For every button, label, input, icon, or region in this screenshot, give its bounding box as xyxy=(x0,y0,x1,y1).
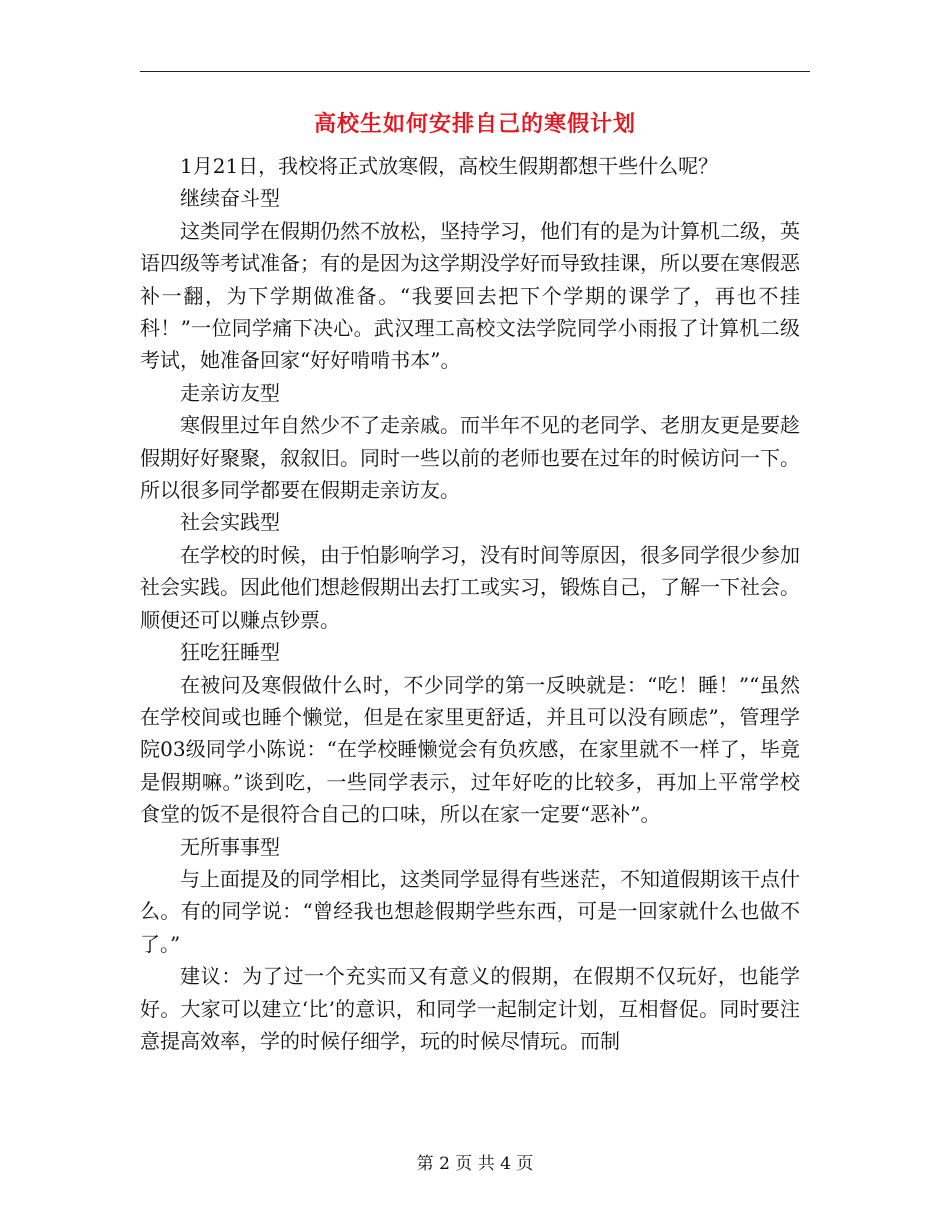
section-heading: 社会实践型 xyxy=(180,510,280,535)
paragraph: 这类同学在假期仍然不放松，坚持学习，他们有的是为计算机二级，英语四级等考试准备；有的是因为这学期没学好而导致挂课，所以要在寒假恶补一翻，为下学期做准备。“我要回去把下个学期的课学了，再也不挂科！”一位同学痛下决心。武汉理工高校文法学院同学小雨报了计算机二级考试，她准备回家“好好啃啃书本”。 xyxy=(140,218,800,373)
page-number: 第 2 页 共 4 页 xyxy=(416,1154,534,1174)
paragraph-advice: 建议：为了过一个充实而又有意义的假期，在假期不仅玩好，也能学好。大家可以建立‘比’的意识，和同学一起制定计划，互相督促。同时要注意提高效率，学的时候仔细学，玩的时候尽情玩。而制 xyxy=(140,964,800,1053)
section-heading: 走亲访友型 xyxy=(180,380,280,405)
section-heading: 无所事事型 xyxy=(180,834,280,859)
paragraph: 寒假里过年自然少不了走亲戚。而半年不见的老同学、老朋友更是要趁假期好好聚聚，叙叙旧。同时一些以前的老师也要在过年的时候访问一下。所以很多同学都要在假期走亲访友。 xyxy=(140,413,800,503)
paragraph: 与上面提及的同学相比，这类同学显得有些迷茫，不知道假期该干点什么。有的同学说：“曾经我也想趁假期学些东西，可是一回家就什么也做不了。” xyxy=(140,866,800,956)
paragraph-intro: 1月21日，我校将正式放寒假，高校生假期都想干些什么呢？ xyxy=(180,154,719,178)
header-rule xyxy=(140,71,810,72)
document-title: 高校生如何安排自己的寒假计划 xyxy=(313,111,636,137)
section-heading: 狂吃狂睡型 xyxy=(180,640,280,665)
paragraph: 在学校的时候，由于怕影响学习，没有时间等原因，很多同学很少参加社会实践。因此他们想趁假期出去打工或实习，锻炼自己，了解一下社会。顺便还可以赚点钞票。 xyxy=(140,542,800,632)
paragraph: 在被问及寒假做什么时，不少同学的第一反映就是：“吃！睡！”“虽然在学校间或也睡个懒觉，但是在家里更舒适，并且可以没有顾虑”，管理学院03级同学小陈说：“在学校睡懒觉会有负疚感，在家里就不一样了，毕竟是假期嘛。”谈到吃，一些同学表示，过年好吃的比较多，再加上平常学校食堂的饭不是很符合自己的口味，所以在家一定要“恶补”。 xyxy=(140,672,800,827)
document-body xyxy=(140,150,800,1057)
section-heading: 继续奋斗型 xyxy=(180,186,280,211)
